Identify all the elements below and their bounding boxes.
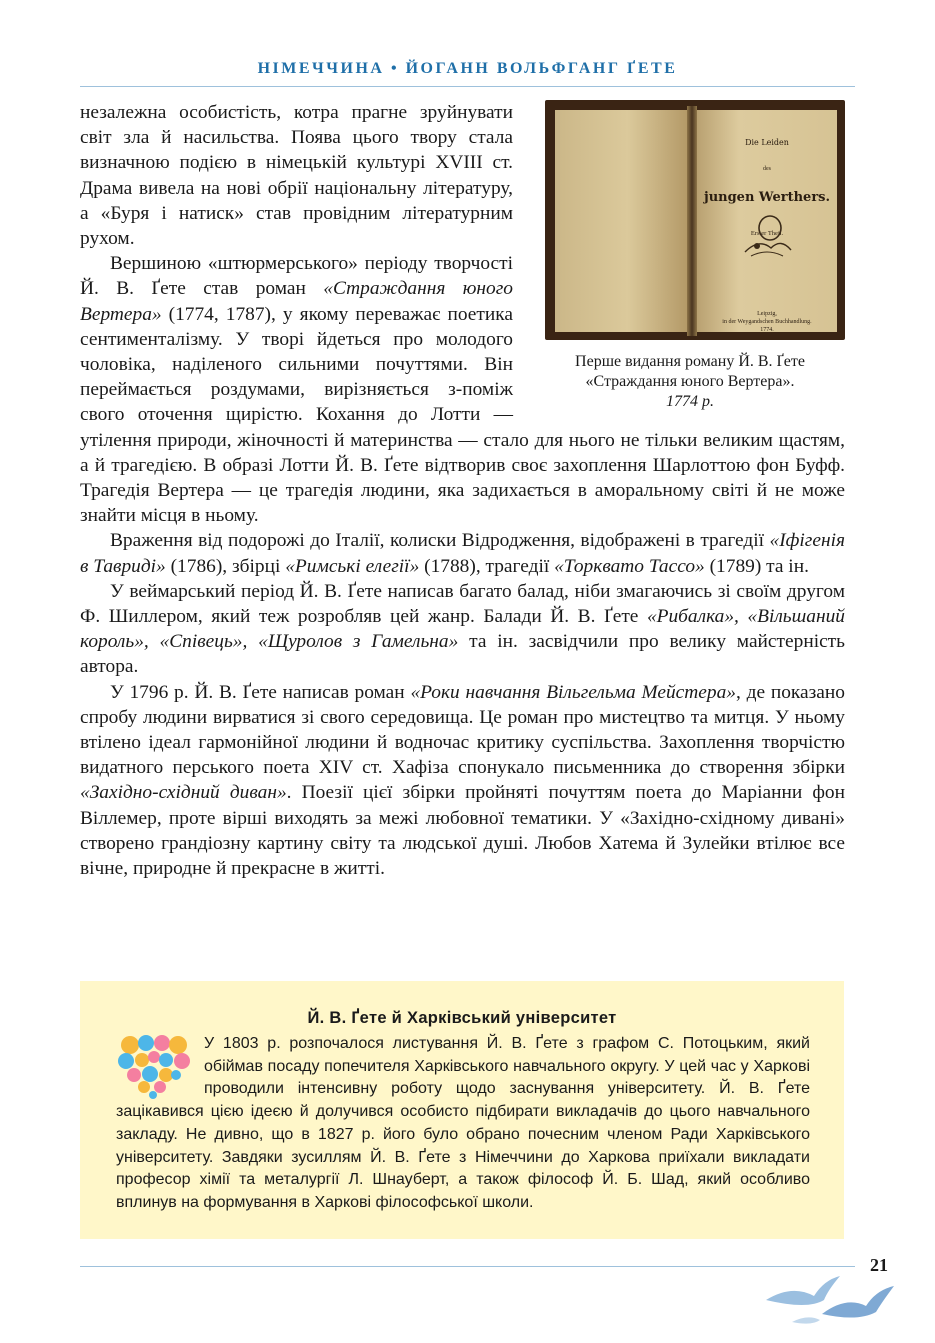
- info-box-text: У 1803 р. розпочалося листування Й. В. Ґете з графом С. Потоцьким, який обіймав посаду попечителя Харківського навчального округу. У цей час у Харкові проводили інтенсивну роботу щодо заснування університету. Й. В. Ґете зацікавився цією ідеєю й долучився особисто підбирати викладачів до цього навчального закладу. Не дивно, що в 1827 р. його було обрано почесним членом Ради Харківського університету. Завдяки зусиллям Й. В. Ґете з Німеччини до Харкова приїхали викладати професор хімії та металургії Л. Шнауберт, а також філософ Й. Б. Шад, який особливо вплинув на формування в Харкові філософської школи.: [116, 1035, 810, 1211]
- book-title-line3: jungen Werthers.: [703, 190, 831, 206]
- info-box-title: Й. В. Ґете й Харківський університет: [307, 1009, 617, 1027]
- main-text: [80, 100, 845, 881]
- figure-caption: [535, 352, 845, 412]
- footer-divider: [80, 1266, 855, 1267]
- title-roman-elegies: «Римські елегії»: [285, 555, 420, 577]
- book-photo: [545, 100, 845, 340]
- header-divider: [80, 86, 855, 87]
- caption-line2: «Страждання юного Вертера».: [585, 373, 795, 390]
- paragraph-4: У веймарський період Й. В. Ґете написав багато балад, ніби змагаючись зі своїм другом Ф. Шиллером, який теж розробляв цей жанр. Балади Й. В. Ґете «Рибалка», «Вільшаний король», «Співець», «Щуролов з Гамельна» та ін. засвідчили про велику майстерність автора.: [80, 580, 846, 678]
- running-header: НІМЕЧЧИНА • ЙОГАНН ВОЛЬФГАНГ ҐЕТЕ: [257, 60, 678, 77]
- caption-line1: Перше видання роману Й. В. Ґете: [575, 353, 805, 370]
- book-title-line1: Die Leiden: [745, 138, 789, 147]
- book-left-page: [555, 110, 687, 332]
- figure: [535, 100, 845, 412]
- title-vignette-icon: [737, 208, 797, 264]
- book-imprint-line1: Leipzig,: [757, 310, 777, 317]
- paragraph-3: Враження від подорожі до Італії, колиски Відродження, відображені в трагедії «Іфігенія в Тавриді» (1786), збірці «Римські елегії» (1788), трагедії «Торквато Тассо» (1789) та ін.: [80, 530, 845, 577]
- title-werther: «Страждання юного Вертера»: [80, 278, 514, 325]
- book-imprint-line2: in der Weygandschen Buchhandlung.: [722, 318, 812, 325]
- title-iphigenie: «Іфігенія в Тавриді»: [80, 530, 845, 577]
- title-wilhelm-meister: «Роки навчання Вільгельма Мейстера»: [410, 681, 736, 703]
- paragraph-1: незалежна особистість, котра прагне зруйнувати світ зла й насильства. Поява цього твору стала визначною подією в німецькій культурі XVIII ст. Драма вивела на нові обрії національну літературу, а «Буря і натиск» став провідним літературним рухом.: [80, 102, 513, 250]
- page-number: 21: [870, 1255, 888, 1275]
- paragraph-2: Вершиною «штюрмерського» періоду творчості Й. В. Ґете став роман «Страждання юного Вертера» (1774, 1787), у якому переважає поетика сентименталізму. У творі йдеться про молодого чоловіка, наділеного сильними почуттями. Він переймається роздумами, вирізняється з-поміж свого оточення щирістю. Кохання до Лотти — утілення природи, жіночності й материнства — стало для нього не тільки великим щастям, а й трагедією. В образі Лотти Й. В. Ґете відтворив своє захоплення Шарлоттою фон Буфф. Трагедія Вертера — це трагедія людини, яка задихається в аморальному світі й не може знайти місця в ньому.: [80, 253, 845, 527]
- book-imprint-line3: 1774.: [760, 326, 774, 333]
- info-box: [80, 981, 844, 1239]
- birds-icon: [762, 1270, 902, 1330]
- caption-year: 1774 р.: [666, 393, 714, 410]
- title-ballads: «Рибалка», «Вільшаний король», «Співець», «Щуролов з Гамельна»: [80, 606, 845, 653]
- book-title-page: [697, 110, 837, 332]
- book-spine: [687, 106, 697, 336]
- book-title-line2: des: [763, 166, 771, 173]
- title-divan: «Західно-східний диван»: [80, 782, 287, 804]
- title-tasso: «Торквато Тассо»: [554, 555, 705, 577]
- paragraph-5: У 1796 р. Й. В. Ґете написав роман «Роки навчання Вільгельма Мейстера», де показано спробу людини вирватися зі свого середовища. Це роман про мистецтво та митця. У ньому втілено ідеал гармонійної людини й водночас критику суспільства. Захоплення творчістю видатного перського поета XIV ст. Хафіза спонукало письменника до створення збірки «Західно-східний диван». Поезії цієї збірки пройняті почуттям поета до Маріанни фон Віллемер, проте вірші виходять за межі любовної тематики. У «Західно-східному дивані» створено грандіозну картину світу та людської душі. Любов Хатема й Зулейки втілює все вічне, природне й прекрасне в житті.: [80, 681, 845, 880]
- book-subtitle: Erster Theil.: [750, 229, 784, 237]
